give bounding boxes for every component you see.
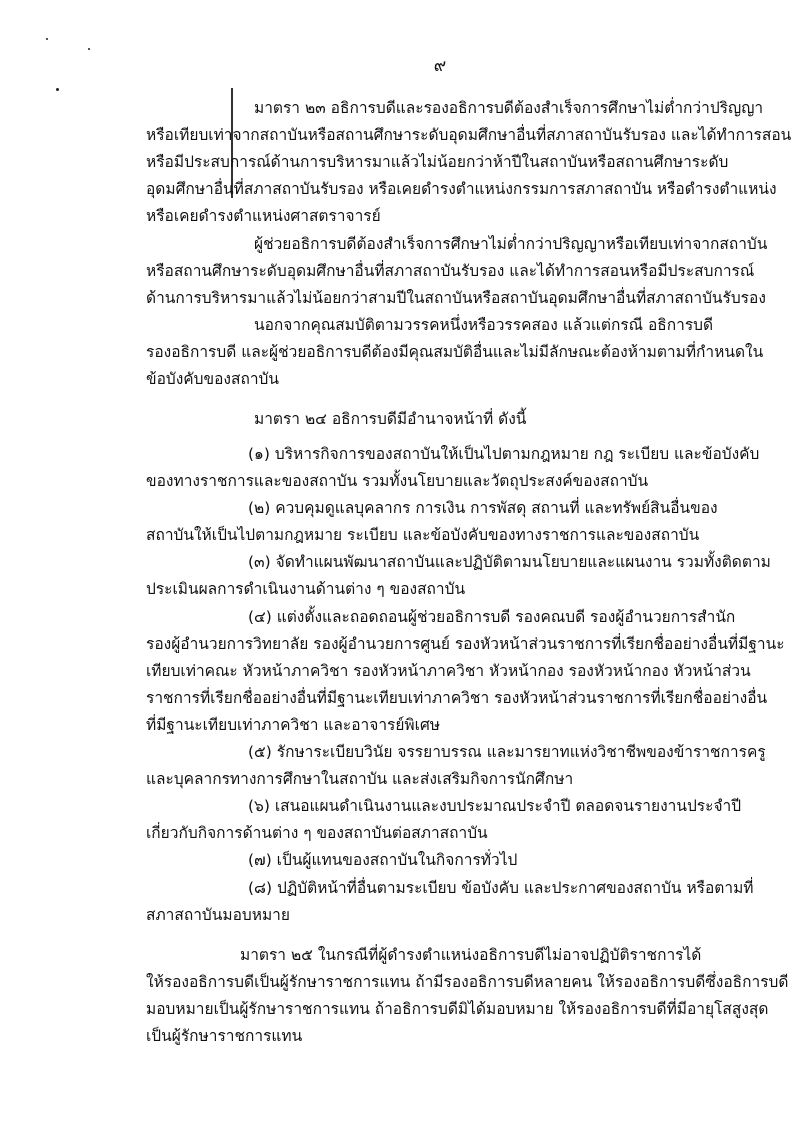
page-number: ๙: [433, 56, 447, 76]
section-25-line: มาตรา ๒๕ ในกรณีที่ผู้ดำรงตำแหน่งอธิการบดีไม่อาจปฏิบัติราชการได้: [240, 946, 702, 964]
section-24-item-3-cont: ประเมินผลการดำเนินงานด้านต่าง ๆ ของสถาบัน: [146, 580, 466, 598]
section-24-item-2-cont: สถาบันให้เป็นไปตามกฎหมาย ระเบียบ และข้อบังคับของทางราชการและของสถาบัน: [146, 526, 700, 544]
section-23-line: หรือเคยดำรงตำแหน่งศาสตราจารย์: [146, 207, 381, 225]
section-23-para2-line: ด้านการบริหารมาแล้วไม่น้อยกว่าสามปีในสถาบันหรือสถาบันอุดมศึกษาอื่นที่สภาสถาบันรับรอง: [146, 289, 766, 307]
section-24-item-4-cont: เทียบเท่าคณะ หัวหน้าภาควิชา รองหัวหน้าภาควิชา หัวหน้ากอง รองหัวหน้ากอง หัวหน้าส่วน: [146, 662, 751, 680]
section-23-line: หรือมีประสบการณ์ด้านการบริหารมาแล้วไม่น้อยกว่าห้าปีในสถาบันหรือสถานศึกษาระดับ: [146, 153, 729, 171]
section-24-item-5-cont: และบุคลากรทางการศึกษาในสถาบัน และส่งเสริมกิจการนักศึกษา: [146, 770, 574, 788]
section-23-para2-line: หรือสถานศึกษาระดับอุดมศึกษาอื่นที่สภาสถาบันรับรอง และได้ทำการสอนหรือมีประสบการณ์: [146, 262, 755, 280]
section-25-line: ให้รองอธิการบดีเป็นผู้รักษาราชการแทน ถ้ามีรองอธิการบดีหลายคน ให้รองอธิการบดีซึ่งอธิการบดี: [146, 973, 789, 991]
section-23-para3-line: ข้อบังคับของสถาบัน: [146, 370, 279, 388]
section-24-item-4-cont: ราชการที่เรียกชื่ออย่างอื่นที่มีฐานะเทียบเท่าภาควิชา รองหัวหน้าส่วนราชการที่เรียกชื่ออย่างอื่น: [146, 689, 768, 707]
section-24-item-8-cont: สภาสถาบันมอบหมาย: [146, 906, 290, 924]
section-24-item-1-cont: ของทางราชการและของสถาบัน รวมทั้งนโยบายและวัตถุประสงค์ของสถาบัน: [146, 472, 649, 490]
scan-speck: [56, 88, 59, 91]
section-25-line: มอบหมายเป็นผู้รักษาราชการแทน ถ้าอธิการบดีมิได้มอบหมาย ให้รองอธิการบดีที่มีอายุโสสูงสุด: [146, 1000, 769, 1018]
section-23-line: หรือเทียบเท่าจากสถาบันหรือสถานศึกษาระดับอุดมศึกษาอื่นที่สภาสถาบันรับรอง และได้ทำการสอน: [146, 126, 792, 144]
section-24-item-3: (๓) จัดทำแผนพัฒนาสถาบันและปฏิบัติตามนโยบายและแผนงาน รวมทั้งติดตาม: [248, 553, 771, 571]
section-24-item-4-cont: ที่มีฐานะเทียบเท่าภาควิชา และอาจารย์พิเศษ: [146, 716, 441, 734]
section-24-item-4: (๔) แต่งตั้งและถอดถอนผู้ช่วยอธิการบดี รองคณบดี รองผู้อำนวยการสำนัก: [248, 608, 736, 626]
section-24-item-8: (๘) ปฏิบัติหน้าที่อื่นตามระเบียบ ข้อบังคับ และประกาศของสถาบัน หรือตามที่: [248, 879, 754, 897]
section-24-heading: มาตรา ๒๔ อธิการบดีมีอำนาจหน้าที่ ดังนี้: [254, 410, 527, 428]
section-23-line: มาตรา ๒๓ อธิการบดีและรองอธิการบดีต้องสำเร็จการศึกษาไม่ต่ำกว่าปริญญา: [254, 99, 764, 117]
section-24-item-1: (๑) บริหารกิจการของสถาบันให้เป็นไปตามกฎหมาย กฎ ระเบียบ และข้อบังคับ: [248, 445, 760, 463]
section-24-item-7: (๗) เป็นผู้แทนของสถาบันในกิจการทั่วไป: [248, 851, 518, 869]
section-24-item-6: (๖) เสนอแผนดำเนินงานและงบประมาณประจำปี ตลอดจนรายงานประจำปี: [248, 797, 742, 815]
section-23-para3-line: นอกจากคุณสมบัติตามวรรคหนึ่งหรือวรรคสอง แล้วแต่กรณี อธิการบดี: [254, 316, 714, 334]
scan-speck: [46, 38, 48, 40]
section-24-item-2: (๒) ควบคุมดูแลบุคลากร การเงิน การพัสดุ สถานที่ และทรัพย์สินอื่นของ: [248, 499, 718, 517]
section-24-item-4-cont: รองผู้อำนวยการวิทยาลัย รองผู้อำนวยการศูนย์ รองหัวหน้าส่วนราชการที่เรียกชื่ออย่างอื่นที่มีฐานะ: [146, 635, 785, 653]
section-23-para2-line: ผู้ช่วยอธิการบดีต้องสำเร็จการศึกษาไม่ต่ำกว่าปริญญาหรือเทียบเท่าจากสถาบัน: [254, 235, 768, 253]
section-24-item-6-cont: เกี่ยวกับกิจการด้านต่าง ๆ ของสถาบันต่อสภาสถาบัน: [146, 824, 488, 842]
section-23-line: อุดมศึกษาอื่นที่สภาสถาบันรับรอง หรือเคยดำรงตำแหน่งกรรมการสภาสถาบัน หรือดำรงตำแหน่ง: [146, 180, 777, 198]
section-25-line: เป็นผู้รักษาราชการแทน: [146, 1027, 303, 1045]
scan-speck: [88, 48, 90, 50]
section-24-item-5: (๕) รักษาระเบียบวินัย จรรยาบรรณ และมารยาทแห่งวิชาชีพของข้าราชการครู: [248, 743, 766, 761]
section-23-para3-line: รองอธิการบดี และผู้ช่วยอธิการบดีต้องมีคุณสมบัติอื่นและไม่มีลักษณะต้องห้ามตามที่กำหนดใน: [146, 343, 764, 361]
